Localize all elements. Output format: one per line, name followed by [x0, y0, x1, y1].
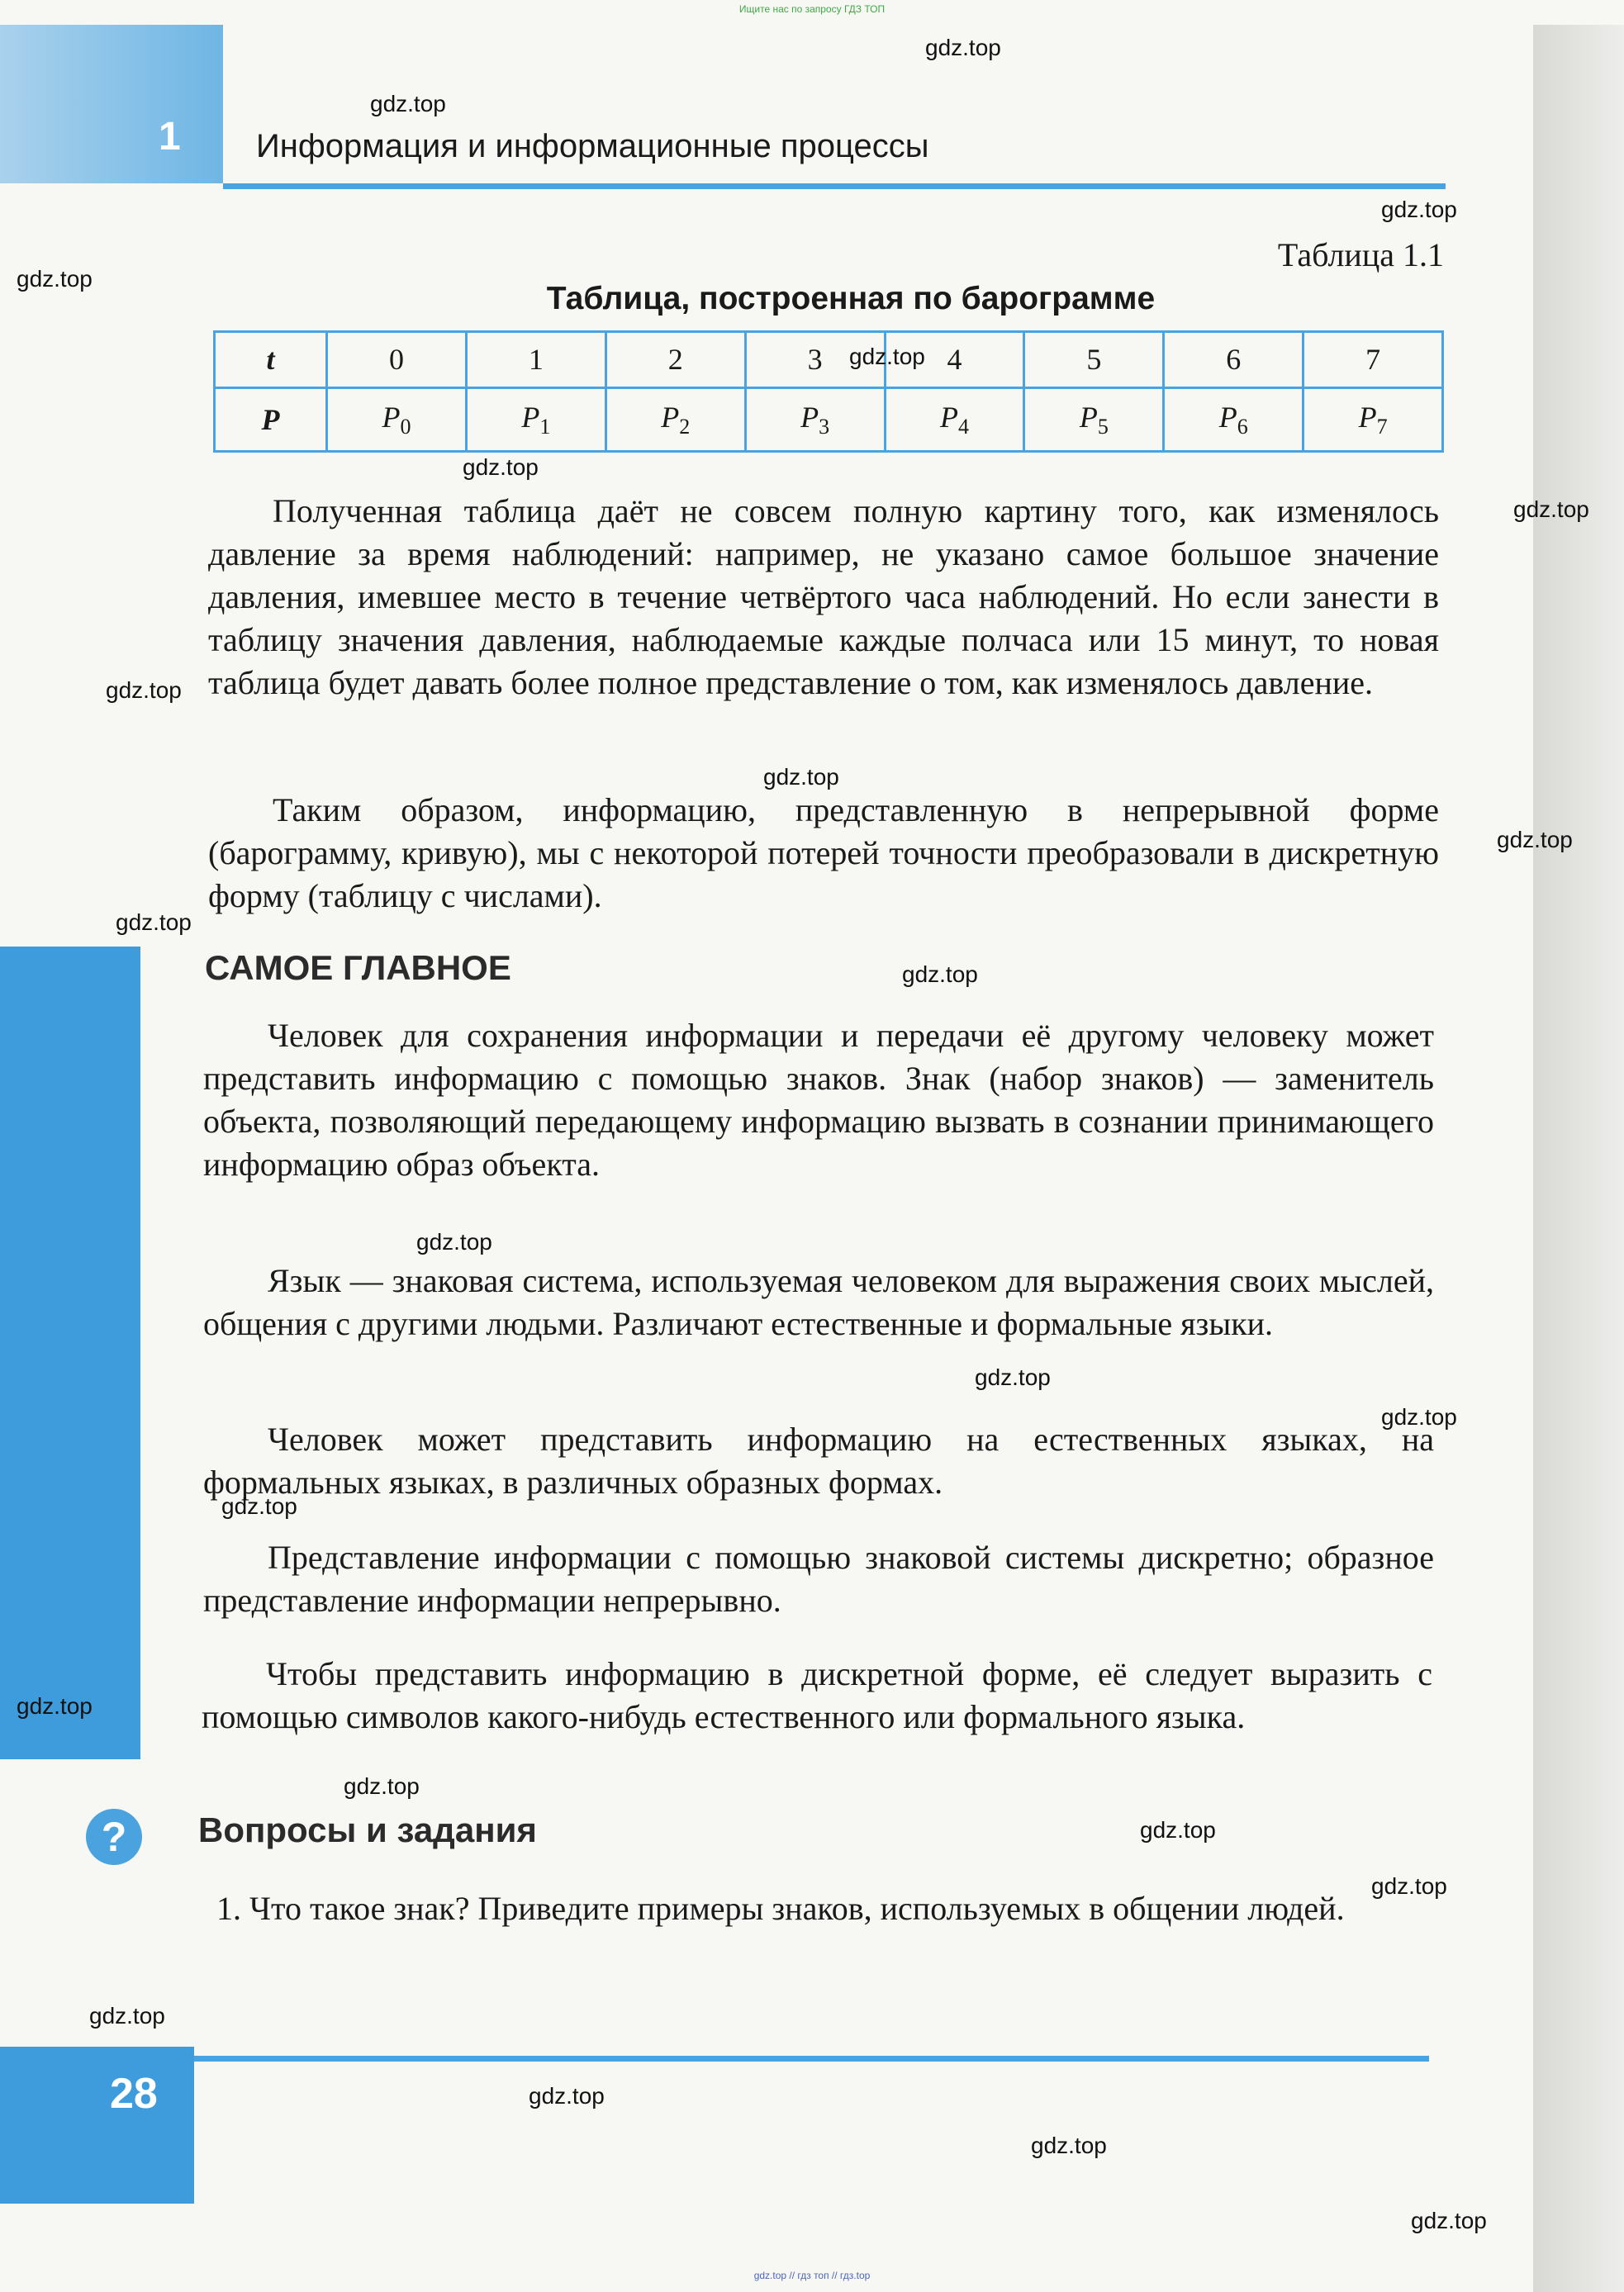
summary-paragraph-signs: Человек для сохранения информации и передачи её другому человеку может представить информацию с помощью знаков. Знак (набор знаков) — заменитель объекта, позволяющий передающему информацию вызвать в сознании принимающего информацию образ объекта. [203, 1017, 1434, 1183]
cell-subscript: 5 [1097, 414, 1109, 439]
table-cell [1303, 387, 1443, 451]
table-cell: 1 [466, 332, 605, 388]
question-1: 1. Что такое знак? Приведите примеры знаков, используемых в общении людей. [216, 1890, 1345, 1927]
table-title: Таблица, построенная по барограмме [546, 281, 1156, 316]
table-cell [745, 387, 885, 451]
table-cell [605, 387, 745, 451]
watermark: gdz.top [849, 344, 925, 369]
watermark: gdz.top [1381, 1404, 1457, 1430]
watermark: gdz.top [902, 961, 978, 987]
watermark: gdz.top [463, 454, 539, 480]
cell-symbol: P [661, 400, 680, 434]
table-cell [885, 387, 1024, 451]
table-cell [1024, 387, 1164, 451]
watermark: gdz.top [1513, 496, 1589, 522]
summary-paragraph-discrete: Представление информации с помощью знаковой системы дискретно; образное представление информации непрерывно. [203, 1539, 1434, 1619]
footer-rule [194, 2056, 1429, 2062]
cell-symbol: P [800, 400, 819, 434]
watermark: gdz.top [89, 2003, 165, 2029]
page-number: 28 [110, 2070, 158, 2118]
watermark: gdz.top [1140, 1817, 1216, 1843]
table-cell: 5 [1024, 332, 1164, 388]
table-cell: 0 [327, 332, 467, 388]
watermark: gdz.top [1381, 197, 1457, 222]
summary-paragraph-language: Язык — знаковая система, используемая человеком для выражения своих мыслей, общения с другими людьми. Различают естественные и формальные языки. [203, 1262, 1434, 1342]
table-cell: 6 [1164, 332, 1303, 388]
watermark: gdz.top [1031, 2133, 1107, 2158]
table-label: Таблица 1.1 [1277, 236, 1444, 273]
summary-side-bar [0, 947, 140, 1759]
chapter-title: Информация и информационные процессы [256, 128, 929, 164]
watermark: gdz.top [116, 909, 192, 935]
summary-heading: САМОЕ ГЛАВНОЕ [205, 948, 511, 987]
cell-symbol: P [382, 400, 401, 434]
cell-subscript: 6 [1237, 414, 1248, 439]
cell-subscript: 3 [819, 414, 830, 439]
table-cell: 2 [605, 332, 745, 388]
watermark: gdz.top [221, 1493, 297, 1519]
cell-subscript: 1 [539, 414, 551, 439]
watermark: gdz.top [975, 1364, 1051, 1390]
table-cell [327, 387, 467, 451]
watermark: gdz.top [1411, 2208, 1487, 2233]
watermark: gdz.top [370, 91, 446, 116]
questions-heading: Вопросы и задания [198, 1810, 537, 1849]
watermark: gdz.top [416, 1229, 492, 1255]
watermark: gdz.top [344, 1773, 420, 1799]
watermark: gdz.top [1497, 827, 1573, 852]
table-cell: 7 [1303, 332, 1443, 388]
question-mark-icon: ? [86, 1809, 142, 1865]
cell-symbol: P [521, 400, 540, 434]
table-cell: 3 [745, 332, 885, 388]
table-cell [466, 387, 605, 451]
summary-paragraph-forms: Человек может представить информацию на естественных языках, на формальных языках, в различных образных формах. [203, 1421, 1434, 1501]
paragraph-conclusion: Таким образом, информацию, представленную в непрерывной форме (барограмму, кривую), мы с некоторой потерей точности преобразовали в дискретную форму (таблицу с числами). [208, 791, 1439, 914]
cell-subscript: 7 [1376, 414, 1388, 439]
table-cell [1164, 387, 1303, 451]
barogram-table [213, 330, 1444, 453]
watermark: gdz.top [106, 677, 182, 703]
watermark: gdz.top [925, 35, 1001, 60]
page-gutter [1533, 25, 1624, 2292]
top-note: Ищите нас по запросу ГДЗ ТОП [738, 3, 886, 15]
paragraph-table-discussion: Полученная таблица даёт не совсем полную картину того, как изменялось давление за время наблюдений: например, не указано самое большое значение давления, имевшее место в течение четвёртого часа наблюдений. Но если занести в таблицу значения давления, наблюдаемые каждые полчаса или 15 минут, то новая таблица будет давать более полное представление о том, как изменялось давление. [208, 492, 1439, 701]
table-cell: 4 [885, 332, 1024, 388]
bottom-note: gdz.top // гдз топ // гдз.top [753, 2270, 871, 2281]
cell-symbol: P [939, 400, 958, 434]
cell-subscript: 0 [400, 414, 411, 439]
watermark: gdz.top [763, 764, 839, 790]
chapter-number: 1 [159, 115, 181, 159]
watermark: gdz.top [17, 1693, 93, 1719]
header-rule [223, 183, 1446, 189]
cell-symbol: P [1358, 400, 1377, 434]
row-header-t: t [215, 332, 327, 388]
cell-subscript: 2 [679, 414, 691, 439]
watermark: gdz.top [1371, 1873, 1447, 1899]
summary-paragraph-symbols: Чтобы представить информацию в дискретной форме, её следует выразить с помощью символов какого-нибудь естественного или формального языка. [202, 1655, 1432, 1735]
watermark: gdz.top [17, 266, 93, 292]
cell-symbol: P [1079, 400, 1098, 434]
cell-subscript: 4 [957, 414, 969, 439]
row-header-p: P [215, 387, 327, 451]
page-number-tab [0, 2047, 194, 2204]
table-row-t [215, 332, 1443, 388]
cell-symbol: P [1218, 400, 1237, 434]
table-row-p [215, 387, 1443, 451]
watermark: gdz.top [529, 2083, 605, 2109]
chapter-tab [0, 25, 223, 183]
